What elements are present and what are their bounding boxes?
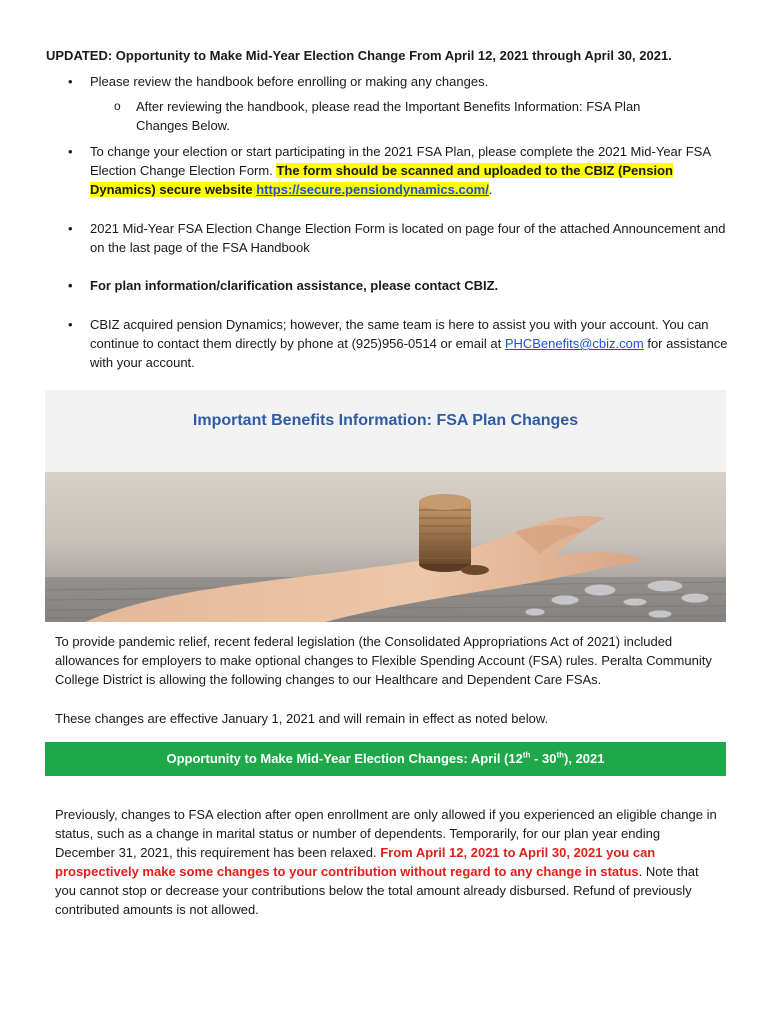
cbiz-email-link[interactable]: PHCBenefits@cbiz.com bbox=[504, 336, 644, 351]
mid-year-banner bbox=[45, 742, 726, 776]
bullet-change-election-end: . bbox=[488, 182, 493, 197]
banner-text-2: - 30 bbox=[530, 751, 557, 766]
bullet-form-location: • 2021 Mid-Year FSA Election Change Election Form is located on page four of the attached Announcement and on the last page of the FSA Handbook bbox=[90, 219, 730, 257]
intro-paragraph: To provide pandemic relief, recent federal legislation (the Consolidated Appropriations Act of 2021) included allowances for employers to make optional changes to Flexible Spending Account (FSA) rules. Peralta Community College District is allowing the following changes to our Healthcare and Dependent Care FSAs. bbox=[55, 634, 712, 687]
banner-sup-2: th bbox=[556, 750, 564, 760]
closing-paragraph bbox=[55, 805, 720, 919]
bullet-review-handbook: • Please review the handbook before enrolling or making any changes. bbox=[90, 72, 730, 91]
pension-dynamics-link[interactable]: https://secure.pensiondynamics.com/ bbox=[256, 182, 489, 197]
closing-end-text: . Note that you cannot stop or decrease your contributions below the total amount already disbursed. Refund of previously contributed amounts is not allowed. bbox=[55, 864, 699, 917]
upload-instruction-highlight: The form should be scanned and uploaded to the CBIZ (Pension Dynamics) secure website bbox=[90, 163, 673, 197]
effective-date-paragraph: These changes are effective January 1, 2021 and will remain in effect as noted below. bbox=[55, 711, 549, 726]
bullet-cbiz-end: for assistance with your account. bbox=[90, 336, 728, 370]
panel-title: Important Benefits Information: FSA Plan Changes bbox=[192, 412, 579, 429]
closing-red-text: From April 12, 2021 to April 30, 2021 you can prospectively make some changes to your contribution without regard to any change in status bbox=[55, 845, 656, 879]
page-heading: UPDATED: Opportunity to Make Mid-Year Election Change From April 12, 2021 through April 30, 2021. bbox=[46, 48, 672, 63]
bullet-cbiz-text: CBIZ acquired pension Dynamics; however, the same team is here to assist you with your account. You can continue to contact them directly by phone at (925)956-0514 or email at bbox=[90, 317, 709, 351]
sub-bullet-read-info: o After reviewing the handbook, please read the Important Benefits Information: FSA Plan Changes Below. bbox=[136, 97, 696, 135]
coins-hand-photo bbox=[45, 472, 726, 622]
banner-text-1: Opportunity to Make Mid-Year Election Changes: April (12 bbox=[166, 751, 523, 766]
bullet-change-election-text: To change your election or start participating in the 2021 FSA Plan, please complete the 2021 Mid-Year FSA Election Change Election Form. bbox=[90, 144, 711, 178]
benefits-info-panel bbox=[45, 390, 726, 472]
banner-sup-1: th bbox=[522, 750, 531, 760]
closing-text: Previously, changes to FSA election after open enrollment are only allowed if you experienced an eligible change in status, such as a change in marital status or number of dependents. Temporarily, for our plan year ending December 31, 2021, this requirement has been relaxed. bbox=[55, 807, 717, 860]
banner-text-3: ), 2021 bbox=[564, 751, 605, 766]
bullet-change-election bbox=[90, 142, 730, 199]
bullet-contact-cbiz: • For plan information/clarification assistance, please contact CBIZ. bbox=[90, 276, 730, 295]
bullet-cbiz-acquired bbox=[90, 315, 730, 372]
